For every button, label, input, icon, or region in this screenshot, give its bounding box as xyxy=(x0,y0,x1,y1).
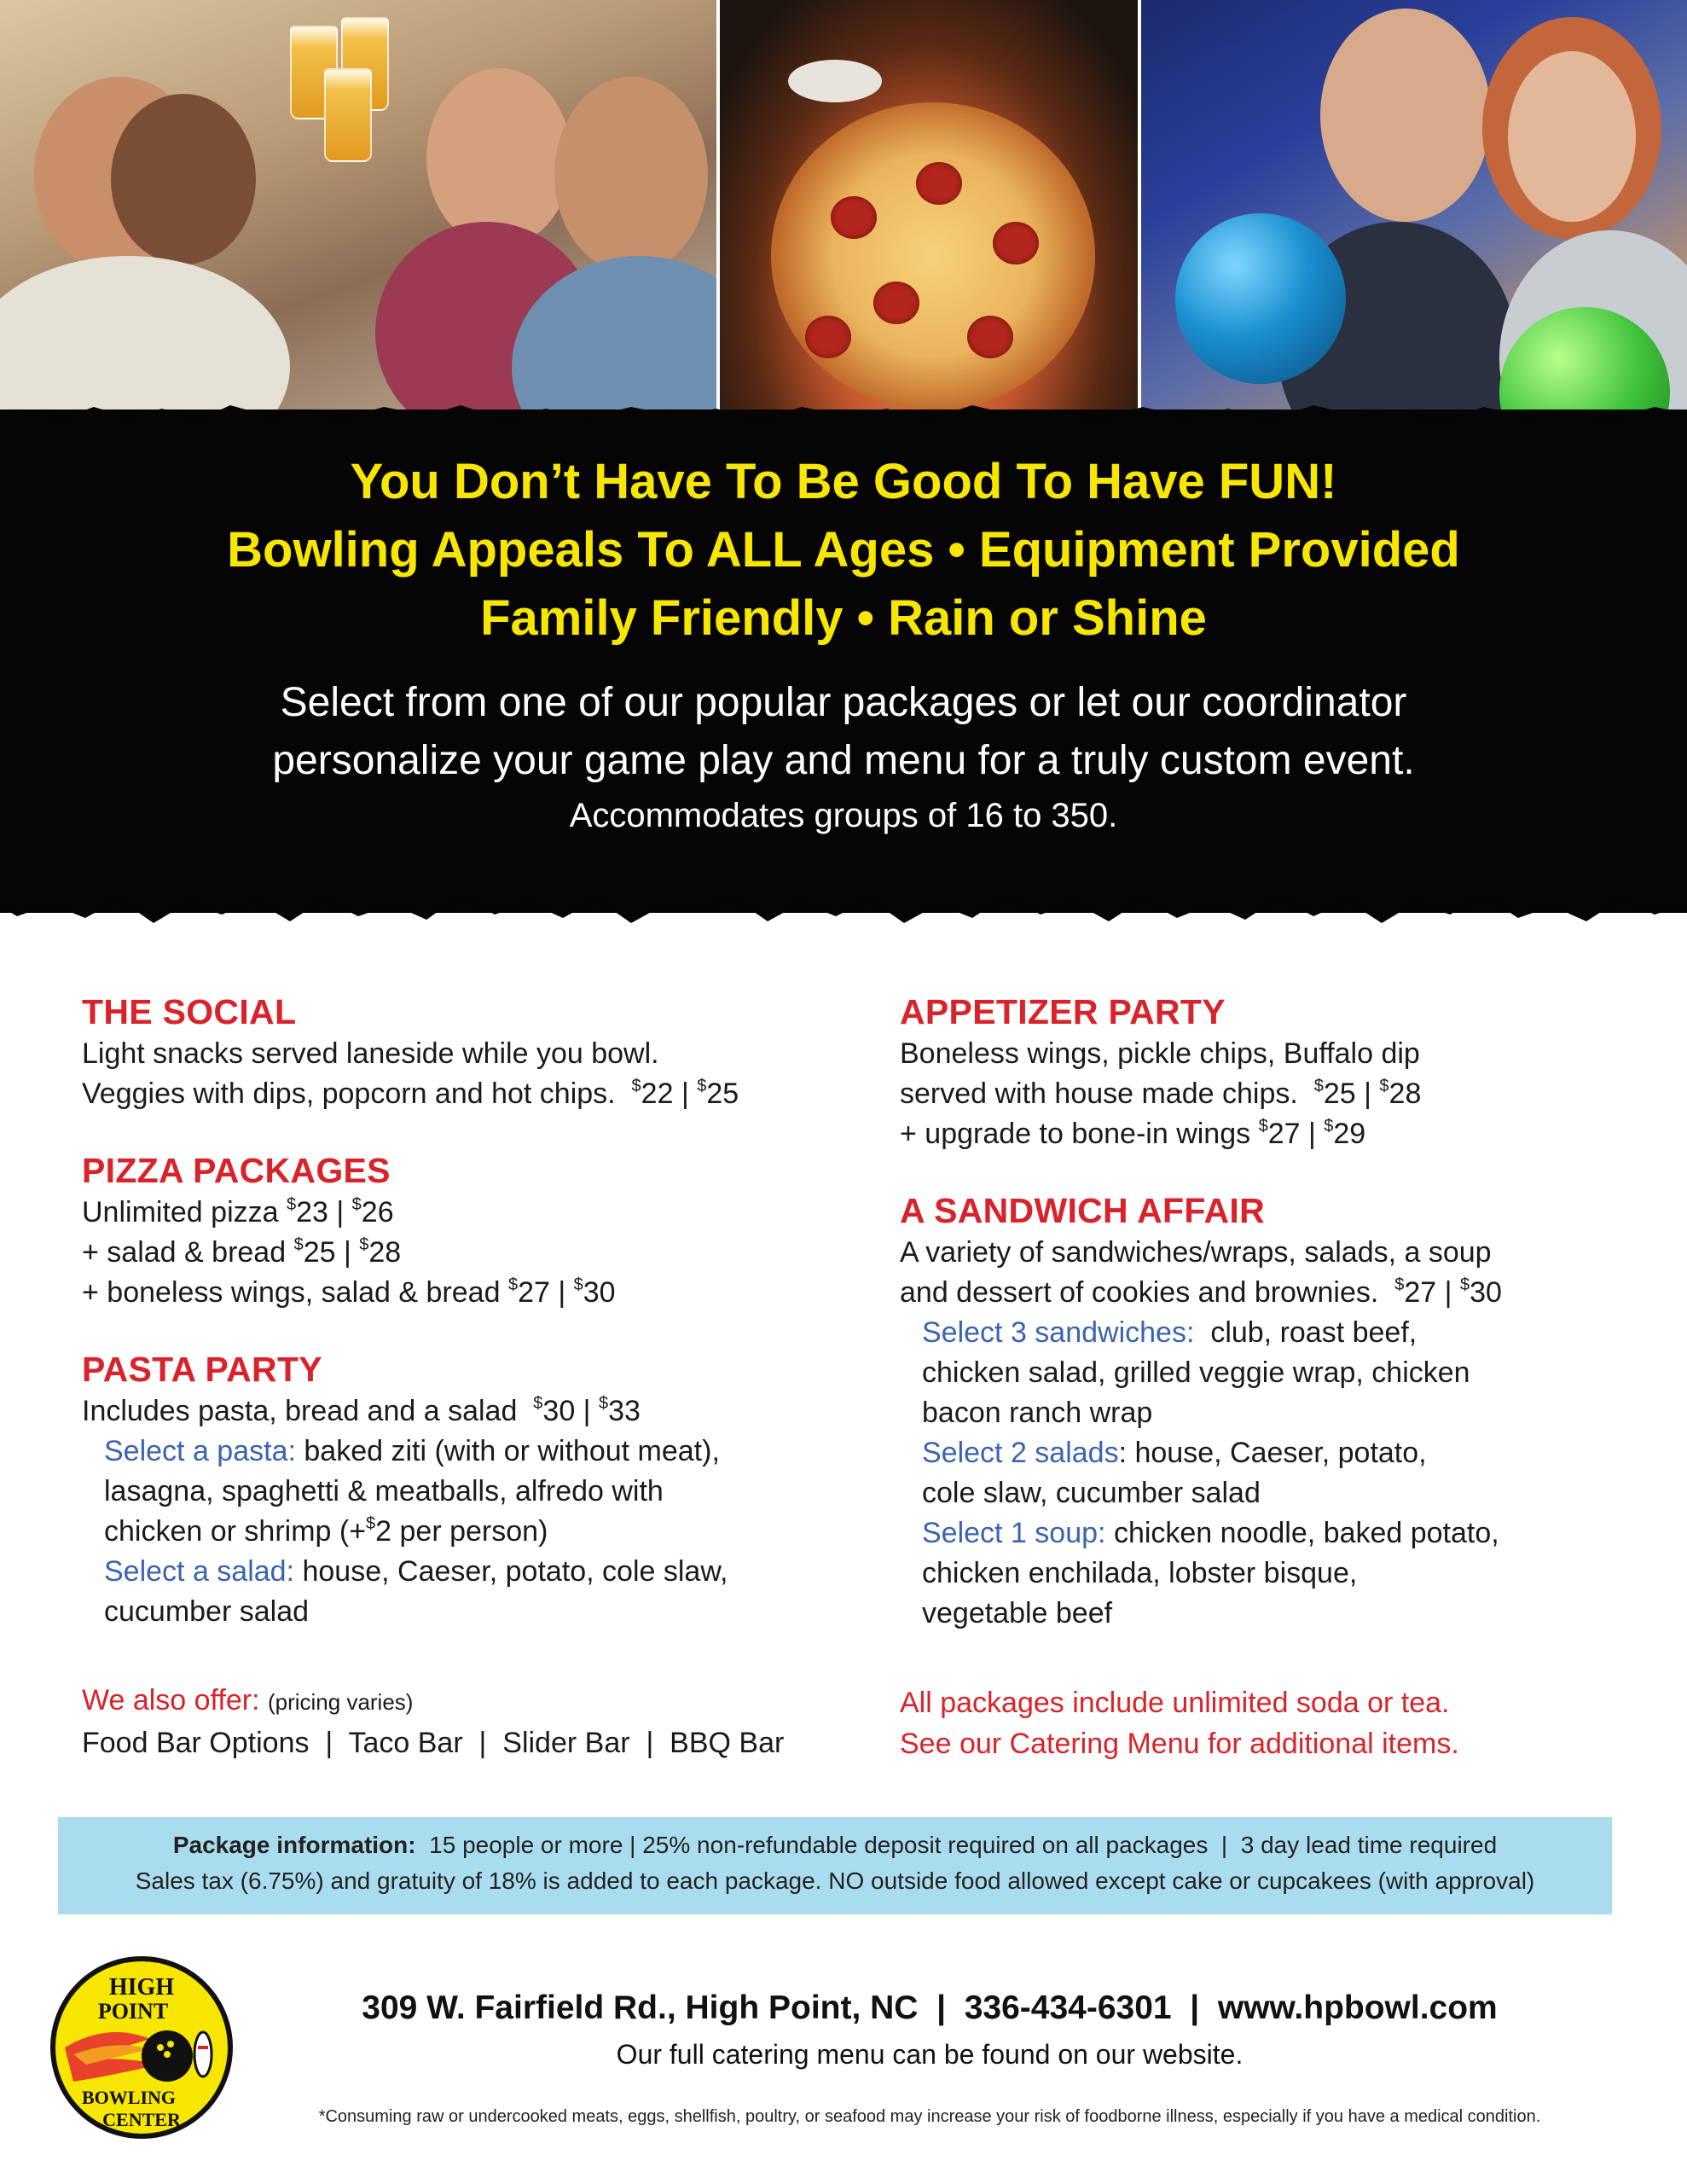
price: 28 xyxy=(368,1236,402,1269)
select-label: Select 3 sandwiches: xyxy=(922,1316,1195,1349)
included-line: See our Catering Menu for additional items. xyxy=(900,1728,1459,1760)
package-description xyxy=(900,1233,1667,1634)
logo-text: BOWLING xyxy=(81,2087,177,2108)
package-description xyxy=(82,1034,849,1114)
person-head xyxy=(1508,51,1636,222)
price: 28 xyxy=(1388,1077,1422,1110)
package-appetizer-party xyxy=(900,990,1667,1154)
package-pizza xyxy=(82,1148,849,1313)
info-line xyxy=(58,1827,1612,1863)
pasta-choices xyxy=(82,1432,849,1632)
choice-line: chicken salad, grilled veggie wrap, chicken xyxy=(922,1356,1470,1389)
catering-note: Our full catering menu can be found on our website. xyxy=(616,2039,1244,2070)
food-bar-list: Food Bar Options | Taco Bar | Slider Bar | BBQ Bar xyxy=(82,1727,785,1759)
also-offer-label: We also offer: xyxy=(82,1684,260,1716)
beer-glass xyxy=(324,68,372,162)
price: 26 xyxy=(361,1196,394,1228)
packages-left-column xyxy=(82,990,849,1666)
headline-line: Bowling Appeals To ALL Ages • Equipment Provided xyxy=(227,522,1460,578)
pepperoni xyxy=(916,162,962,205)
package-sandwich-affair xyxy=(900,1188,1667,1634)
also-offer xyxy=(82,1681,849,1764)
info-text: 15 people or more | 25% non-refundable deposit required on all packages | 3 day lead time required xyxy=(429,1832,1498,1858)
package-title: THE SOCIAL xyxy=(82,992,297,1031)
pepperoni xyxy=(805,316,851,358)
headline-line: Family Friendly • Rain or Shine xyxy=(480,590,1207,646)
pepperoni xyxy=(993,222,1039,264)
capacity-text: Accommodates groups of 16 to 350. xyxy=(569,797,1118,834)
description-line: A variety of sandwiches/wraps, salads, a soup xyxy=(900,1236,1492,1269)
dollar-sign: $ xyxy=(1394,1275,1405,1294)
choice-line: chicken enchilada, lobster bisque, xyxy=(922,1557,1358,1589)
price: 23 xyxy=(296,1196,328,1228)
sandwich-choices xyxy=(900,1313,1667,1634)
photo-friends-toasting xyxy=(0,0,716,427)
dollar-sign: $ xyxy=(286,1195,297,1214)
description-line: Boneless wings, pickle chips, Buffalo dip xyxy=(900,1037,1420,1070)
pizza-option: + boneless wings, salad & bread $27 | $30 xyxy=(82,1275,616,1309)
price: 30 xyxy=(583,1276,616,1309)
intro-text xyxy=(0,674,1687,790)
price: 27 xyxy=(518,1276,550,1309)
price: 30 xyxy=(1470,1276,1502,1309)
price: 22 xyxy=(641,1077,674,1110)
dollar-sign: $ xyxy=(359,1235,369,1254)
photo-pizza xyxy=(720,0,1138,427)
dollar-sign: $ xyxy=(533,1394,543,1413)
choice-line xyxy=(922,1513,1667,1554)
pizza-option: Unlimited pizza $23 | $26 xyxy=(82,1195,394,1228)
intro-line: personalize your game play and menu for a truly custom event. xyxy=(272,738,1415,783)
option-text: + boneless wings, salad & bread xyxy=(82,1276,501,1309)
spice-dish xyxy=(788,60,882,102)
description-line: + upgrade to bone-in wings $27 | $29 xyxy=(900,1117,1366,1150)
dollar-sign: $ xyxy=(293,1235,304,1254)
bowling-ball-blue xyxy=(1175,213,1346,384)
included-note xyxy=(900,1682,1667,1764)
dollar-sign: $ xyxy=(1313,1077,1324,1095)
price: 27 xyxy=(1404,1276,1437,1309)
pizza-option: + salad & bread $25 | $28 xyxy=(82,1235,402,1269)
package-title: PIZZA PACKAGES xyxy=(82,1151,391,1190)
description-line: Light snacks served laneside while you bowl. xyxy=(82,1037,659,1070)
package-description xyxy=(900,1034,1667,1154)
choice-line xyxy=(922,1313,1667,1353)
price: 25 xyxy=(706,1077,739,1110)
choice-line: cole slaw, cucumber salad xyxy=(922,1477,1261,1509)
description-text: Includes pasta, bread and a salad xyxy=(82,1395,518,1427)
photo-strip xyxy=(0,0,1687,427)
info-line: Sales tax (6.75%) and gratuity of 18% is added to each package. NO outside food allowed except cake or cupcakees (with approval) xyxy=(135,1867,1535,1894)
food-safety-disclaimer: *Consuming raw or undercooked meats, eggs, shellfish, poultry, or seafood may increase your risk of foodborne illness, especially if you have a medical condition. xyxy=(318,2107,1541,2126)
package-description xyxy=(82,1193,849,1313)
choice-text: 2 per person) xyxy=(375,1515,548,1548)
headline-line: You Don’t Have To Be Good To Have FUN! xyxy=(350,454,1337,509)
price: 29 xyxy=(1333,1118,1366,1150)
package-title: PASTA PARTY xyxy=(82,1350,322,1389)
dollar-sign: $ xyxy=(507,1275,519,1294)
dollar-sign: $ xyxy=(351,1195,362,1214)
price: 33 xyxy=(608,1395,641,1427)
torn-edge-top xyxy=(0,397,1687,431)
dollar-sign: $ xyxy=(1459,1275,1470,1294)
dollar-sign: $ xyxy=(1324,1117,1334,1136)
package-description xyxy=(82,1391,849,1632)
high-point-bowling-logo xyxy=(48,1954,235,2141)
also-offer-heading xyxy=(82,1681,849,1722)
option-text: + salad & bread xyxy=(82,1236,287,1269)
select-label: Select a salad: xyxy=(104,1555,295,1588)
choice-line xyxy=(922,1433,1667,1473)
logo-text: HIGH xyxy=(108,1974,175,2001)
choice-line xyxy=(104,1432,849,1472)
dollar-sign: $ xyxy=(631,1077,641,1095)
info-label: Package information: xyxy=(172,1832,416,1858)
price: 25 xyxy=(1323,1077,1356,1110)
price: 25 xyxy=(303,1236,336,1269)
description-line: Veggies with dips, popcorn and hot chips. $22 | $25 xyxy=(82,1077,739,1110)
option-text: Unlimited pizza xyxy=(82,1196,279,1228)
price: 27 xyxy=(1267,1118,1301,1150)
select-label: Select 1 soup: xyxy=(922,1517,1106,1549)
pepperoni xyxy=(967,316,1013,358)
choice-text: chicken or shrimp (+ xyxy=(104,1515,367,1548)
person-head xyxy=(111,94,256,264)
description-text: + upgrade to bone-in wings xyxy=(900,1118,1251,1150)
dollar-sign: $ xyxy=(697,1077,707,1095)
choice-line xyxy=(104,1552,849,1592)
description-text: Veggies with dips, popcorn and hot chips. xyxy=(82,1077,616,1110)
contact-address: 309 W. Fairfield Rd., High Point, NC | 336-434-6301 | www.hpbowl.com xyxy=(362,1989,1498,2026)
choice-line: bacon ranch wrap xyxy=(922,1397,1153,1429)
intro-line: Select from one of our popular packages or let our coordinator xyxy=(280,680,1407,725)
person-head xyxy=(426,68,571,247)
logo-text: CENTER xyxy=(102,2109,181,2130)
choice-line xyxy=(104,1512,849,1552)
choice-text: house, Caeser, potato, cole slaw, xyxy=(302,1555,728,1588)
choice-text: chicken noodle, baked potato, xyxy=(1113,1517,1499,1549)
included-line: All packages include unlimited soda or tea. xyxy=(900,1687,1450,1719)
description-line: and dessert of cookies and brownies. $27 | $30 xyxy=(900,1275,1502,1309)
dollar-sign: $ xyxy=(573,1275,583,1294)
choice-text: club, roast beef, xyxy=(1210,1316,1417,1349)
description-text: and dessert of cookies and brownies. xyxy=(900,1276,1379,1309)
choice-line: cucumber salad xyxy=(104,1595,310,1628)
select-label: Select a pasta: xyxy=(104,1435,296,1467)
person-head xyxy=(554,77,708,273)
dollar-sign: $ xyxy=(366,1514,376,1533)
person-head xyxy=(1320,9,1491,222)
package-title: A SANDWICH AFFAIR xyxy=(900,1191,1265,1230)
pizza xyxy=(771,102,1095,410)
torn-edge-bottom xyxy=(0,862,1687,930)
description-text: served with house made chips. xyxy=(900,1077,1298,1110)
package-the-social xyxy=(82,990,849,1114)
dollar-sign: $ xyxy=(598,1394,609,1413)
package-info-bar xyxy=(58,1817,1612,1914)
choice-text: baked ziti (with or without meat), xyxy=(304,1435,720,1467)
pricing-note: (pricing varies) xyxy=(267,1689,414,1715)
description-line: Includes pasta, bread and a salad $30 | $33 xyxy=(82,1394,641,1427)
price: 30 xyxy=(542,1395,576,1427)
choice-text: : house, Caeser, potato, xyxy=(1118,1437,1427,1469)
headline xyxy=(0,448,1687,653)
dollar-sign: $ xyxy=(1258,1117,1268,1136)
package-pasta-party xyxy=(82,1347,849,1632)
logo-text: POINT xyxy=(97,1999,169,2024)
description-line: served with house made chips. $25 | $28 xyxy=(900,1077,1422,1110)
choice-line: vegetable beef xyxy=(922,1597,1113,1629)
dollar-sign: $ xyxy=(1379,1077,1389,1095)
package-title: APPETIZER PARTY xyxy=(900,992,1226,1031)
select-label: Select 2 salads xyxy=(922,1437,1119,1469)
choice-line: lasagna, spaghetti & meatballs, alfredo with xyxy=(104,1475,664,1507)
photo-couple-bowling xyxy=(1141,0,1687,427)
packages-right-column xyxy=(900,990,1667,1668)
pepperoni xyxy=(873,282,919,324)
pepperoni xyxy=(831,196,877,239)
